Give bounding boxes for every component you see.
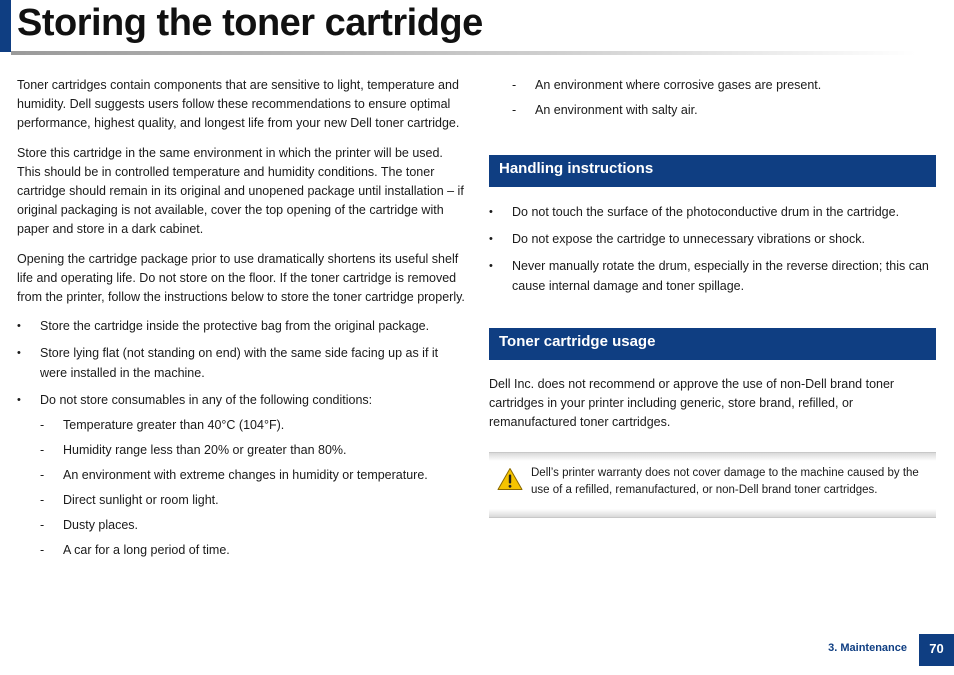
warning-note-text: Dell’s printer warranty does not cover damage to the machine caused by the use of a refilled, remanufactured, or non-Dell brand toner cartridges. <box>531 467 919 497</box>
storage-bullet-list <box>17 317 467 560</box>
page-number: 70 <box>919 634 954 666</box>
title-accent-bar <box>0 0 11 52</box>
conditions-list-continued <box>512 76 936 120</box>
list-item: • Store the cartridge inside the protective bag from the original package. <box>17 317 467 336</box>
page-title: Storing the toner cartridge <box>17 2 483 44</box>
handling-bullet-list <box>489 203 936 296</box>
warning-note <box>489 452 936 518</box>
list-item: - An environment where corrosive gases are present. <box>512 76 936 95</box>
usage-paragraph: Dell Inc. does not recommend or approve the use of non-Dell brand toner cartridges in your printer including generic, store brand, refilled, or remanufactured toner cartridges. <box>489 376 895 430</box>
intro-paragraph: Toner cartridges contain components that are sensitive to light, temperature and humidity. Dell suggests users follow these recommendations to ensure optimal performance, highest quality, and longest life from your new Dell toner cartridge. <box>17 78 460 131</box>
list-item: • Never manually rotate the drum, especially in the reverse direction; this can cause internal damage and toner spillage. <box>489 257 936 295</box>
list-item: - An environment with salty air. <box>512 101 936 120</box>
list-item: - A car for a long period of time. <box>40 541 467 560</box>
conditions-list <box>17 416 467 560</box>
warning-icon <box>497 467 523 491</box>
handling-heading: Handling instructions <box>489 155 936 187</box>
package-paragraph: Opening the cartridge package prior to use dramatically shortens its useful shelf life and operating life. Do not store on the floor. If the toner cartridge is removed from the printer, follow the instructions below to store the toner cartridge properly. <box>17 251 465 305</box>
list-item: - An environment with extreme changes in humidity or temperature. <box>40 466 467 485</box>
list-item: • Do not expose the cartridge to unnecessary vibrations or shock. <box>489 230 936 249</box>
list-item: - Dusty places. <box>40 516 467 535</box>
left-column <box>17 76 467 568</box>
list-item: - Humidity range less than 20% or greater than 80%. <box>40 441 467 460</box>
list-item-text: Do not store consumables in any of the following conditions: <box>40 392 373 407</box>
title-underline <box>11 51 916 55</box>
list-item: - Temperature greater than 40°C (104°F). <box>40 416 467 435</box>
list-item: - Direct sunlight or room light. <box>40 491 467 510</box>
usage-heading: Toner cartridge usage <box>489 328 936 360</box>
list-item <box>17 391 467 560</box>
right-column <box>489 76 936 518</box>
list-item: • Do not touch the surface of the photoconductive drum in the cartridge. <box>489 203 936 222</box>
list-item: • Store lying flat (not standing on end) with the same side facing up as if it were installed in the machine. <box>17 344 467 382</box>
footer-chapter: 3. Maintenance <box>828 642 907 654</box>
environment-paragraph: Store this cartridge in the same environment in which the printer will be used. This should be in controlled temperature and humidity conditions. The toner cartridge should remain in its original and unopened package until installation – if original packaging is not available, cover the top opening of the cartridge with paper and store in a dark cabinet. <box>17 145 464 237</box>
